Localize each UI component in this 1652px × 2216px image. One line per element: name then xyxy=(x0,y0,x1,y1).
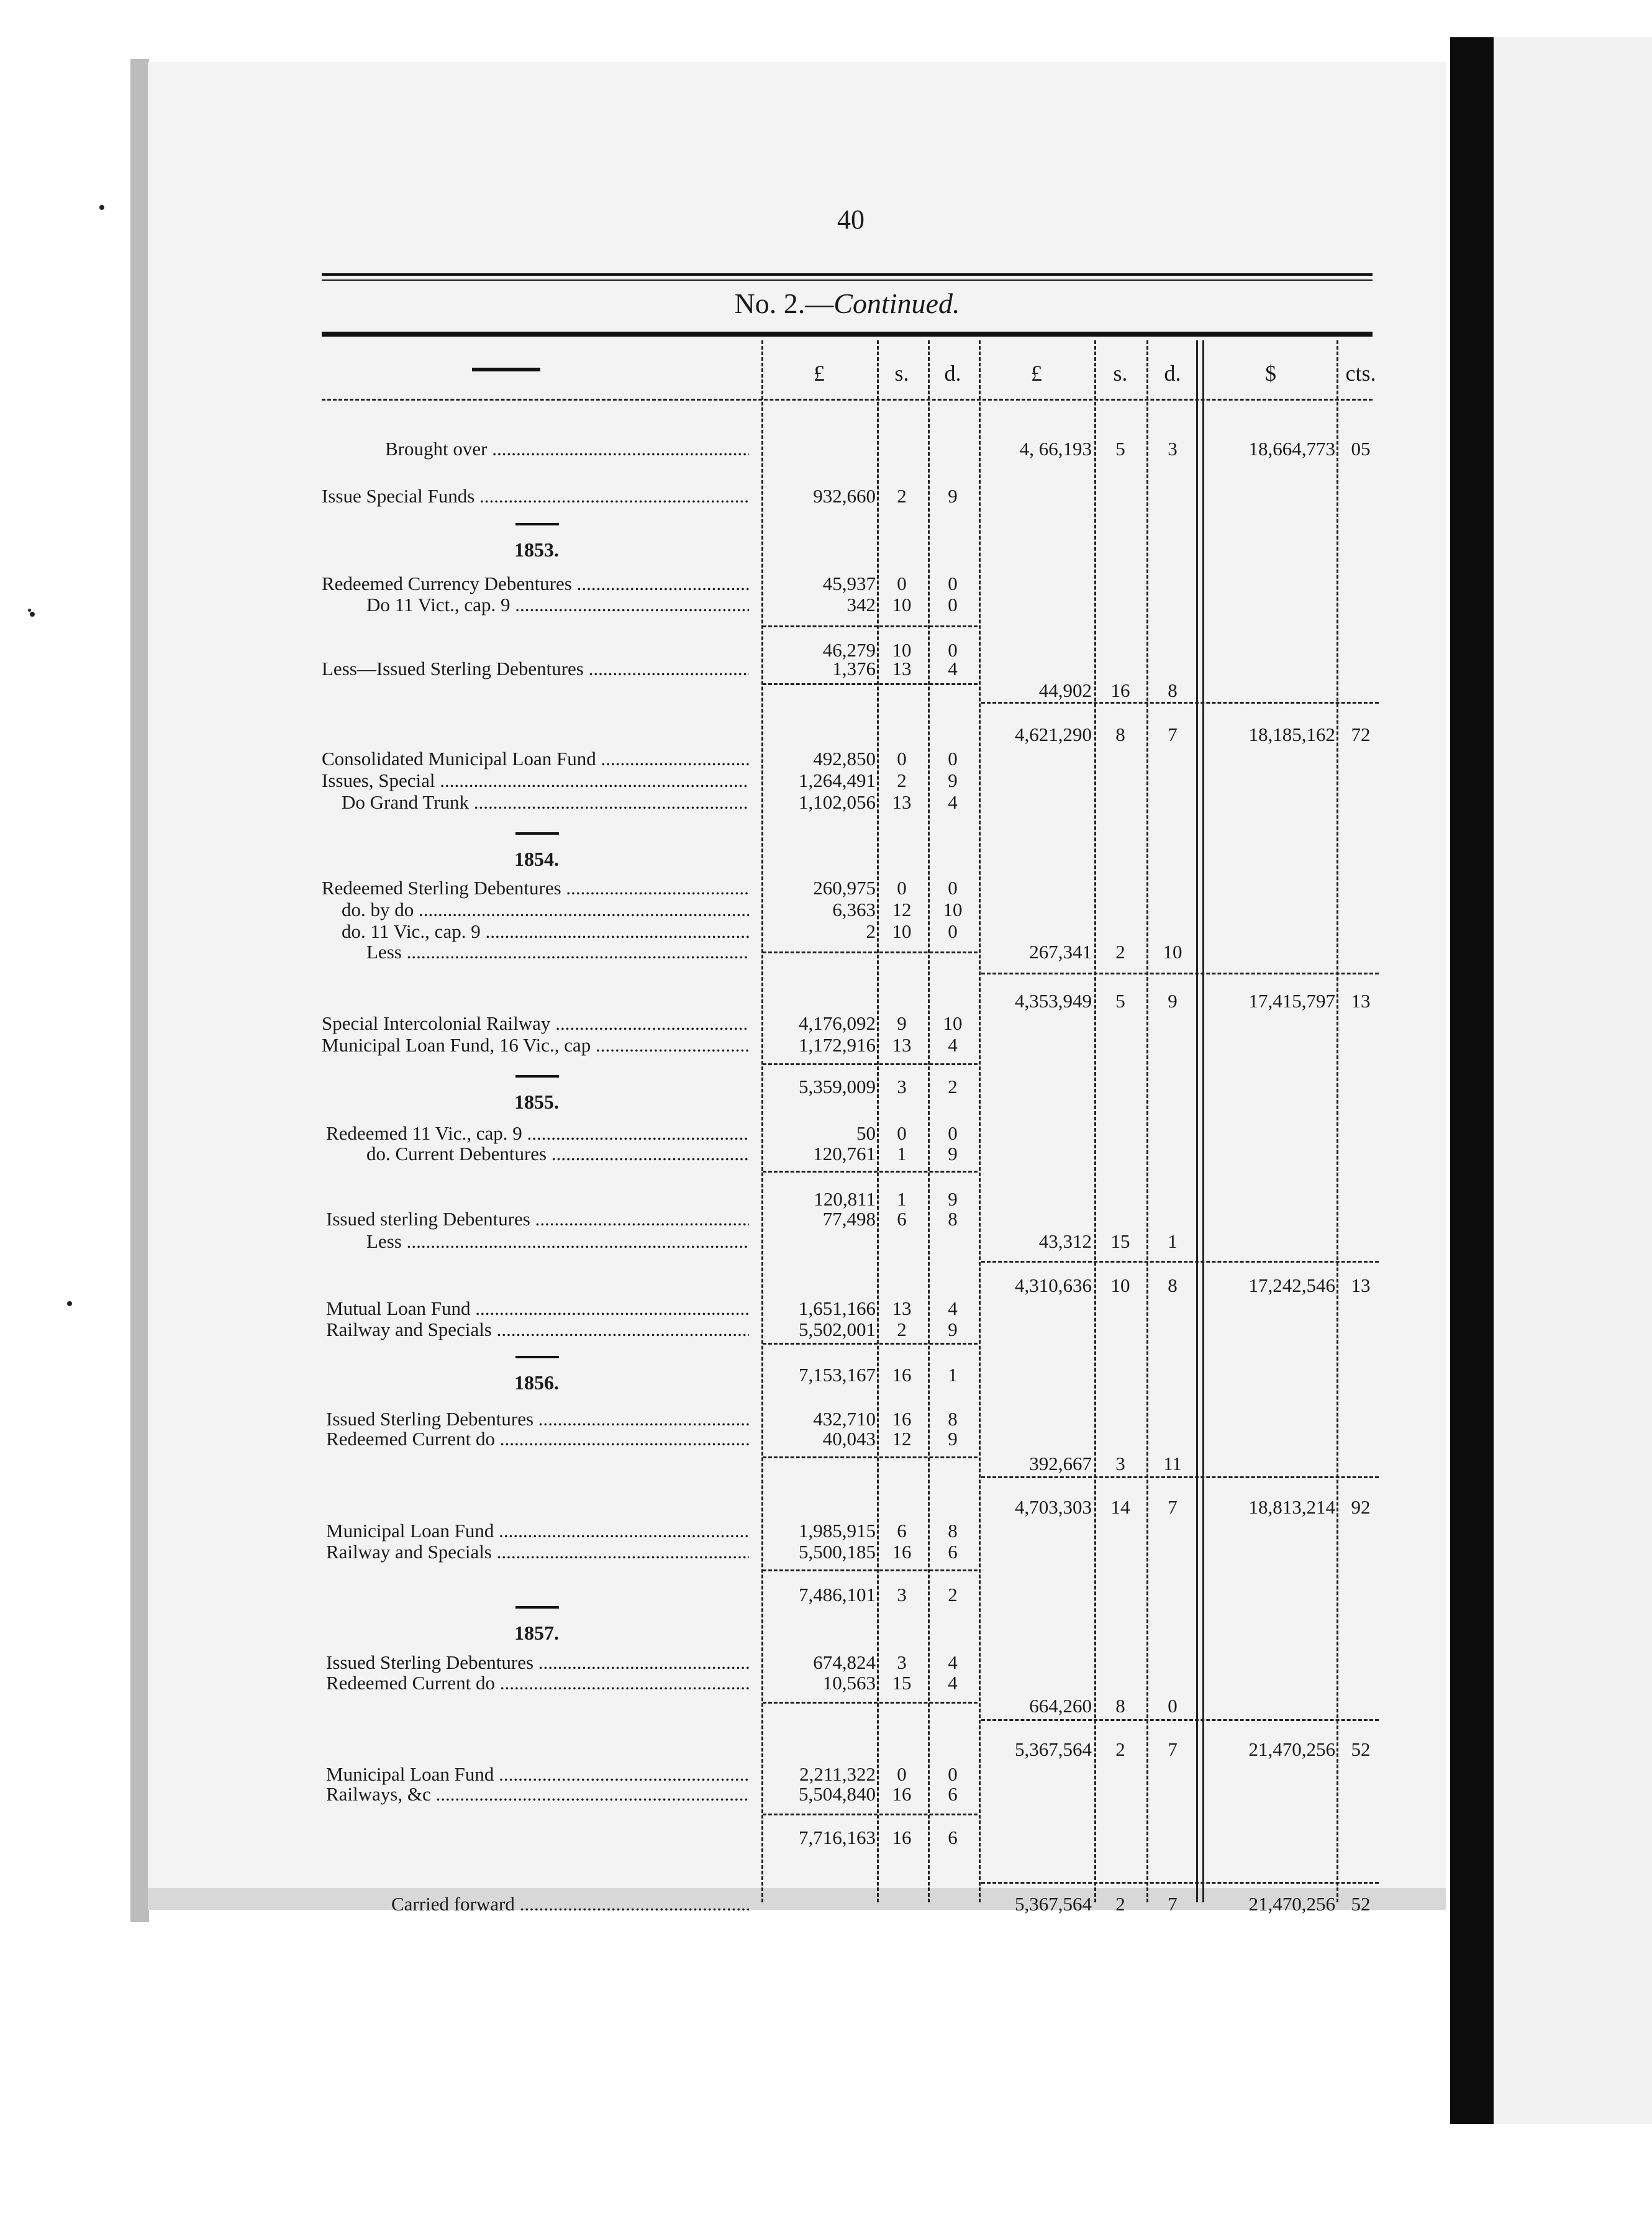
cell-c8: 13 xyxy=(1351,1274,1371,1296)
sum-rule xyxy=(981,1882,1379,1886)
sum-rule xyxy=(763,1456,978,1460)
cell-c7: 18,664,773 xyxy=(1248,438,1335,460)
cell-c2: 9 xyxy=(897,1012,907,1034)
cell-c8: 52 xyxy=(1351,1893,1371,1915)
cell-c4: 664,260 xyxy=(1029,1695,1092,1717)
cell-c7: 18,813,214 xyxy=(1248,1496,1335,1518)
cell-c1: 2,211,322 xyxy=(799,1763,876,1785)
cell-c2: 15 xyxy=(892,1672,912,1694)
cell-c3: 6 xyxy=(948,1827,958,1848)
sum-rule xyxy=(763,1063,978,1067)
cell-c3: 9 xyxy=(948,1188,958,1210)
cell-c5: 14 xyxy=(1110,1496,1130,1518)
cell-c2: 6 xyxy=(897,1208,907,1230)
cell-c4: 392,667 xyxy=(1029,1453,1092,1474)
cell-c4: 267,341 xyxy=(1029,941,1092,963)
year-dash xyxy=(515,1356,559,1358)
row-label: Do Grand Trunk ..... xyxy=(342,792,749,813)
cell-c1: 40,043 xyxy=(822,1428,876,1450)
cell-c2: 10 xyxy=(892,920,912,942)
cell-c2: 13 xyxy=(892,1297,912,1319)
sum-rule xyxy=(763,683,978,687)
cell-c6: 11 xyxy=(1163,1453,1182,1474)
row-label: Consolidated Municipal Loan Fund ..... xyxy=(322,748,749,770)
cell-c3: 6 xyxy=(948,1783,958,1805)
facing-page xyxy=(1494,37,1652,2124)
row-label: Municipal Loan Fund, 16 Vic., cap ..... xyxy=(322,1035,749,1056)
column-rule xyxy=(979,340,981,1902)
cell-c3: 4 xyxy=(948,1651,958,1673)
cell-c3: 0 xyxy=(948,748,958,770)
cell-c2: 3 xyxy=(897,1651,907,1673)
scan-margin-bottom xyxy=(0,2160,1652,2216)
cell-c4: 4,353,949 xyxy=(1015,990,1092,1012)
sum-rule xyxy=(763,1702,978,1705)
sum-rule xyxy=(763,625,978,629)
row-label: Issued Sterling Debentures ..... xyxy=(326,1409,749,1430)
cell-c3: 4 xyxy=(948,1672,958,1694)
column-rule xyxy=(1146,340,1148,1902)
cell-c1: 45,937 xyxy=(822,573,876,594)
title-rule-bottom xyxy=(322,332,1373,337)
cell-c4: 5,367,564 xyxy=(1015,1893,1092,1915)
sum-rule xyxy=(763,1171,978,1174)
row-label: Carried forward ..... xyxy=(391,1894,749,1915)
cell-c1: 2 xyxy=(866,920,876,942)
row-label: Redeemed Currency Debentures ..... xyxy=(322,573,749,594)
cell-c3: 0 xyxy=(948,594,958,615)
scan-margin-left xyxy=(0,0,140,2216)
cell-c3: 9 xyxy=(948,1319,958,1340)
header-rule xyxy=(322,399,1373,402)
sum-rule xyxy=(981,1719,1379,1723)
cell-c8: 52 xyxy=(1351,1738,1371,1760)
cell-c5: 15 xyxy=(1110,1230,1130,1252)
cell-c4: 5,367,564 xyxy=(1015,1738,1092,1760)
sum-rule xyxy=(981,1476,1379,1480)
table-title-main: No. 2.— xyxy=(734,288,834,319)
cell-c3: 10 xyxy=(943,1012,963,1034)
cell-c3: 8 xyxy=(948,1520,958,1542)
scan-speck xyxy=(99,205,104,210)
sum-rule xyxy=(981,1261,1379,1265)
cell-c4: 4,621,290 xyxy=(1015,724,1092,745)
cell-c2: 1 xyxy=(897,1188,907,1210)
cell-c3: 9 xyxy=(948,485,958,507)
cell-c2: 3 xyxy=(897,1584,907,1605)
cell-c3: 0 xyxy=(948,877,958,899)
cell-c6: 7 xyxy=(1168,724,1178,745)
table-title xyxy=(322,287,1373,320)
sum-rule xyxy=(763,1343,978,1346)
cell-c3: 8 xyxy=(948,1408,958,1430)
cell-c1: 7,486,101 xyxy=(799,1584,876,1605)
cell-c6: 10 xyxy=(1163,941,1182,963)
cell-c3: 0 xyxy=(948,573,958,594)
scan-speck xyxy=(28,609,31,612)
year-dash xyxy=(515,832,559,835)
cell-c8: 13 xyxy=(1351,990,1371,1012)
cell-c2: 16 xyxy=(892,1408,912,1430)
row-label: Redeemed Current do ..... xyxy=(326,1428,749,1450)
cell-c8: 72 xyxy=(1351,724,1371,745)
cell-c5: 8 xyxy=(1115,724,1125,745)
cell-c3: 0 xyxy=(948,1763,958,1785)
cell-c3: 2 xyxy=(948,1584,958,1605)
cell-c1: 1,102,056 xyxy=(799,791,876,813)
cell-c7: 17,415,797 xyxy=(1248,990,1335,1012)
row-label: Railways, &c ..... xyxy=(326,1784,749,1805)
cell-c3: 2 xyxy=(948,1076,958,1097)
year-dash xyxy=(515,1606,559,1609)
header-dash xyxy=(472,368,540,371)
cell-c5: 2 xyxy=(1115,941,1125,963)
page-number: 40 xyxy=(837,204,865,235)
cell-c1: 1,376 xyxy=(832,658,876,679)
header-pounds: £ xyxy=(1031,361,1042,386)
scan-speck xyxy=(67,1301,72,1306)
cell-c5: 5 xyxy=(1115,438,1125,460)
cell-c3: 9 xyxy=(948,1428,958,1450)
row-label: Railway and Specials ..... xyxy=(326,1319,749,1340)
cell-c2: 6 xyxy=(897,1520,907,1542)
row-label: do. Current Debentures ..... xyxy=(366,1143,749,1165)
cell-c2: 13 xyxy=(892,658,912,679)
cell-c3: 4 xyxy=(948,658,958,679)
row-label: Railway and Specials ..... xyxy=(326,1542,749,1563)
cell-c1: 10,563 xyxy=(822,1672,876,1694)
cell-c3: 1 xyxy=(948,1364,958,1386)
table-title-italic: Continued. xyxy=(833,288,960,319)
row-label: Do 11 Vict., cap. 9 ..... xyxy=(366,594,749,615)
year-heading: 1856. xyxy=(514,1371,559,1394)
cell-c1: 7,716,163 xyxy=(799,1827,876,1848)
sum-rule xyxy=(763,1569,978,1573)
header-pounds: £ xyxy=(814,361,825,386)
row-label: Redeemed Sterling Debentures ..... xyxy=(322,878,749,899)
row-label: do. by do ..... xyxy=(342,899,749,920)
cell-c4: 44,902 xyxy=(1038,679,1092,701)
cell-c1: 120,811 xyxy=(814,1188,876,1210)
header-cents: cts. xyxy=(1345,361,1376,386)
cell-c1: 5,504,840 xyxy=(799,1783,876,1805)
header-pence: d. xyxy=(1164,361,1181,386)
cell-c2: 1 xyxy=(897,1143,907,1165)
row-label: Issues, Special ..... xyxy=(322,770,749,791)
cell-c7: 21,470,256 xyxy=(1248,1893,1335,1915)
cell-c6: 7 xyxy=(1168,1893,1178,1915)
sum-rule xyxy=(763,1814,978,1817)
cell-c1: 1,651,166 xyxy=(799,1297,876,1319)
cell-c2: 2 xyxy=(897,1319,907,1340)
cell-c6: 7 xyxy=(1168,1496,1178,1518)
book-gutter-shadow xyxy=(1450,37,1494,2124)
year-dash xyxy=(515,523,559,525)
cell-c1: 4,176,092 xyxy=(799,1012,876,1034)
row-label: Special Intercolonial Railway ..... xyxy=(322,1013,749,1034)
cell-c6: 8 xyxy=(1168,679,1178,701)
cell-c2: 16 xyxy=(892,1541,912,1563)
year-dash xyxy=(515,1075,559,1078)
cell-c2: 12 xyxy=(892,899,912,920)
row-label: Redeemed 11 Vic., cap. 9 ..... xyxy=(326,1123,749,1144)
row-label: Issued sterling Debentures ..... xyxy=(326,1209,749,1230)
cell-c3: 10 xyxy=(943,899,963,920)
book-binding-edge xyxy=(130,59,149,1922)
cell-c2: 2 xyxy=(897,485,907,507)
row-label: do. 11 Vic., cap. 9 ..... xyxy=(342,921,749,942)
cell-c7: 17,242,546 xyxy=(1248,1274,1335,1296)
cell-c3: 4 xyxy=(948,791,958,813)
cell-c6: 8 xyxy=(1168,1274,1178,1296)
row-label: Issue Special Funds ..... xyxy=(322,486,749,507)
cell-c1: 674,824 xyxy=(813,1651,876,1673)
header-shillings: s. xyxy=(894,361,909,386)
cell-c1: 7,153,167 xyxy=(799,1364,876,1386)
column-rule xyxy=(1202,340,1204,1902)
cell-c2: 2 xyxy=(897,770,907,791)
cell-c5: 2 xyxy=(1115,1738,1125,1760)
cell-c6: 3 xyxy=(1168,438,1178,460)
row-label: Redeemed Current do ..... xyxy=(326,1673,749,1694)
cell-c3: 9 xyxy=(948,770,958,791)
cell-c7: 18,185,162 xyxy=(1248,724,1335,745)
column-rule xyxy=(1337,340,1338,1902)
cell-c1: 120,761 xyxy=(813,1143,876,1165)
cell-c2: 0 xyxy=(897,877,907,899)
sum-rule xyxy=(981,973,1379,976)
header-shillings: s. xyxy=(1113,361,1128,386)
cell-c1: 50 xyxy=(856,1122,876,1144)
cell-c6: 1 xyxy=(1168,1230,1178,1252)
cell-c2: 0 xyxy=(897,1763,907,1785)
cell-c2: 12 xyxy=(892,1428,912,1450)
cell-c3: 4 xyxy=(948,1297,958,1319)
cell-c2: 13 xyxy=(892,791,912,813)
column-rule xyxy=(1196,340,1198,1902)
sum-rule xyxy=(763,951,978,955)
cell-c1: 77,498 xyxy=(822,1208,876,1230)
cell-c2: 16 xyxy=(892,1827,912,1848)
row-label: Municipal Loan Fund ..... xyxy=(326,1764,749,1785)
cell-c5: 3 xyxy=(1115,1453,1125,1474)
column-rule xyxy=(1094,340,1096,1902)
cell-c5: 16 xyxy=(1110,679,1130,701)
cell-c3: 0 xyxy=(948,920,958,942)
cell-c6: 0 xyxy=(1168,1695,1178,1717)
year-heading: 1857. xyxy=(514,1622,559,1644)
cell-c1: 1,172,916 xyxy=(799,1034,876,1056)
cell-c1: 5,359,009 xyxy=(799,1076,876,1097)
row-label: Brought over ..... xyxy=(385,438,749,460)
cell-c4: 4,703,303 xyxy=(1015,1496,1092,1518)
cell-c1: 932,660 xyxy=(813,485,876,507)
cell-c3: 6 xyxy=(948,1541,958,1563)
cell-c8: 05 xyxy=(1351,438,1371,460)
row-label: Issued Sterling Debentures ..... xyxy=(326,1652,749,1673)
cell-c2: 13 xyxy=(892,1034,912,1056)
cell-c1: 432,710 xyxy=(813,1408,876,1430)
cell-c3: 4 xyxy=(948,1034,958,1056)
header-pence: d. xyxy=(944,361,961,386)
title-rule-top xyxy=(322,273,1373,276)
cell-c5: 8 xyxy=(1115,1695,1125,1717)
year-heading: 1855. xyxy=(514,1091,559,1113)
cell-c2: 0 xyxy=(897,1122,907,1144)
row-label: Less ..... xyxy=(366,1231,749,1252)
cell-c8: 92 xyxy=(1351,1496,1371,1518)
cell-c2: 16 xyxy=(892,1783,912,1805)
cell-c1: 46,279 xyxy=(822,639,876,661)
cell-c4: 4, 66,193 xyxy=(1019,438,1092,460)
header-dollars: $ xyxy=(1265,361,1276,386)
cell-c1: 6,363 xyxy=(832,899,876,920)
cell-c3: 0 xyxy=(948,1122,958,1144)
title-rule-top-thin xyxy=(322,279,1373,281)
cell-c2: 16 xyxy=(892,1364,912,1386)
cell-c3: 9 xyxy=(948,1143,958,1165)
cell-c2: 3 xyxy=(897,1076,907,1097)
cell-c6: 9 xyxy=(1168,990,1178,1012)
cell-c5: 5 xyxy=(1115,990,1125,1012)
cell-c1: 342 xyxy=(846,594,876,615)
cell-c1: 260,975 xyxy=(813,877,876,899)
cell-c1: 1,264,491 xyxy=(799,770,876,791)
cell-c1: 1,985,915 xyxy=(799,1520,876,1542)
cell-c4: 43,312 xyxy=(1038,1230,1092,1252)
cell-c7: 21,470,256 xyxy=(1248,1738,1335,1760)
year-heading: 1854. xyxy=(514,848,559,870)
year-heading: 1853. xyxy=(514,538,559,561)
scan-speck xyxy=(30,612,35,617)
cell-c2: 10 xyxy=(892,594,912,615)
cell-c1: 5,502,001 xyxy=(799,1319,876,1340)
row-label: Less ..... xyxy=(366,942,749,963)
row-label: Mutual Loan Fund ..... xyxy=(326,1298,749,1319)
cell-c3: 8 xyxy=(948,1208,958,1230)
cell-c1: 5,500,185 xyxy=(799,1541,876,1563)
sum-rule xyxy=(981,702,1379,706)
row-label: Municipal Loan Fund ..... xyxy=(326,1520,749,1542)
cell-c5: 10 xyxy=(1110,1274,1130,1296)
cell-c3: 0 xyxy=(948,639,958,661)
cell-c2: 10 xyxy=(892,639,912,661)
cell-c5: 2 xyxy=(1115,1893,1125,1915)
cell-c6: 7 xyxy=(1168,1738,1178,1760)
cell-c2: 0 xyxy=(897,573,907,594)
row-label: Less—Issued Sterling Debentures ..... xyxy=(322,658,749,679)
cell-c2: 0 xyxy=(897,748,907,770)
cell-c4: 4,310,636 xyxy=(1015,1274,1092,1296)
cell-c1: 492,850 xyxy=(813,748,876,770)
